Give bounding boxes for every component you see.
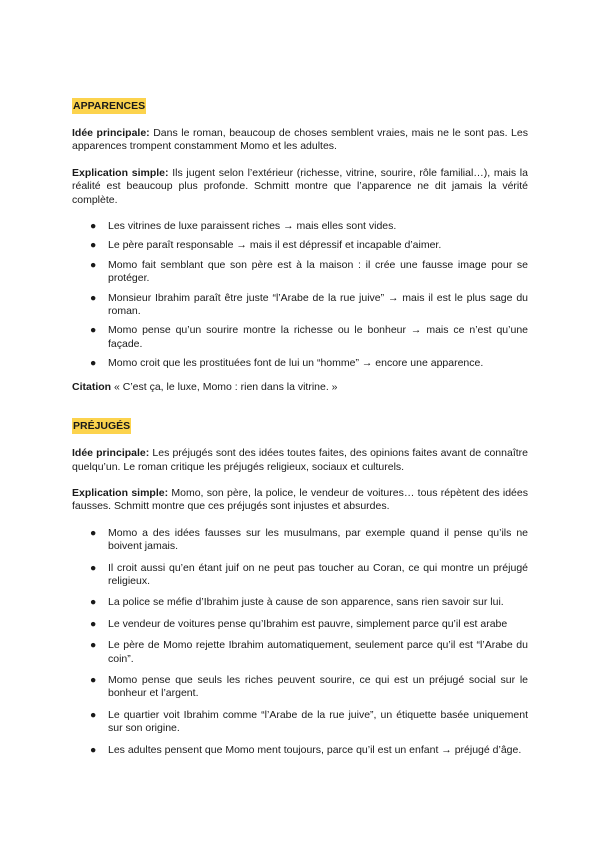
bullet-list — [72, 527, 528, 757]
idea-paragraph — [72, 447, 528, 474]
idea-text: Les préjugés sont des idées toutes faites, des opinions faites avant de connaître quelqu’un. Le roman critique les préjugés religieux, sociaux et culturels. — [72, 447, 528, 473]
list-item: ● Momo pense qu’un sourire montre la richesse ou le bonheur → mais ce n’est qu’une façade. — [90, 324, 528, 350]
bullet-icon: ● — [90, 324, 97, 337]
idea-text: Dans le roman, beaucoup de choses semblent vraies, mais ne le sont pas. Les apparences trompent constamment Momo et les adultes. — [72, 127, 528, 153]
bullet-icon: ● — [90, 617, 97, 630]
bullet-icon: ● — [90, 239, 97, 252]
explication-paragraph — [72, 167, 528, 207]
list-item: ● Momo croit que les prostituées font de lui un “homme” → encore une apparence. — [90, 357, 484, 370]
document-page — [72, 96, 528, 757]
list-item: ● Il croit aussi qu’en étant juif on ne peut pas toucher au Coran, ce qui montre un préjugé religieux. — [90, 561, 528, 587]
list-item: ● Le vendeur de voitures pense qu’Ibrahim est pauvre, simplement parce qu’il est arabe — [90, 617, 508, 630]
idea-label: Idée principale: — [72, 447, 150, 460]
list-item: ● Momo a des idées fausses sur les musulmans, par exemple quand il pense qu’ils ne boivent jamais. — [90, 526, 528, 553]
list-item: ● Monsieur Ibrahim paraît être juste “l’Arabe de la rue juive” → mais il est le plus sage du roman. — [90, 291, 528, 318]
bullet-list — [72, 220, 528, 371]
bullet-icon: ● — [90, 708, 97, 721]
idea-label: Idée principale: — [72, 127, 150, 139]
bullet-icon: ● — [90, 639, 97, 652]
bullet-icon: ● — [90, 673, 97, 686]
bullet-icon: ● — [90, 743, 97, 756]
list-item: ● Momo pense que seuls les riches peuvent sourire, ce qui est un préjugé social sur le bonheur et l’argent. — [90, 673, 528, 700]
section-heading: PRÉJUGÉS — [73, 420, 131, 433]
explication-text: Momo, son père, la police, le vendeur de voitures… tous répètent des idées fausses. Schmitt montre que ces préjugés sont injustes et absurdes. — [72, 486, 528, 513]
explication-text: Ils jugent selon l’extérieur (richesse, vitrine, sourire, rôle familial…), mais la réalité est beaucoup plus profonde. Schmitt montre que l’apparence ne dit jamais la vérité complète. — [72, 166, 528, 206]
idea-paragraph — [72, 127, 528, 154]
list-item: ● Le père de Momo rejette Ibrahim automatiquement, seulement parce qu’il est “l’Arabe du coin”. — [90, 639, 528, 665]
list-item: ● Le quartier voit Ibrahim comme “l’Arabe de la rue juive”, un étiquette basée uniquement sur son origine. — [90, 708, 528, 735]
bullet-icon: ● — [90, 357, 97, 370]
section-heading: APPARENCES — [73, 100, 146, 112]
citation-label: Citation — [72, 380, 112, 393]
citation-text: « C’est ça, le luxe, Momo : rien dans la vitrine. » — [111, 380, 338, 393]
list-item: ● Les adultes pensent que Momo ment toujours, parce qu’il est un enfant → préjugé d’âge. — [90, 743, 522, 756]
explication-paragraph — [72, 487, 528, 514]
section-prejuges — [72, 416, 528, 757]
bullet-icon: ● — [90, 291, 97, 304]
bullet-icon: ● — [90, 526, 97, 539]
section-apparences — [72, 96, 528, 394]
bullet-icon: ● — [90, 561, 97, 574]
bullet-icon: ● — [90, 220, 97, 233]
bullet-icon: ● — [90, 258, 97, 271]
bullet-icon: ● — [90, 596, 97, 609]
list-item: ● Momo fait semblant que son père est à la maison : il crée une fausse image pour se protéger. — [90, 258, 528, 285]
explication-label: Explication simple: — [72, 166, 169, 179]
list-item: ● Le père paraît responsable → mais il est dépressif et incapable d’aimer. — [90, 239, 442, 252]
citation-paragraph — [72, 381, 528, 394]
list-item: ● Les vitrines de luxe paraissent riches → mais elles sont vides. — [90, 220, 397, 233]
list-item: ● La police se méfie d’Ibrahim juste à cause de son apparence, sans rien savoir sur lui. — [90, 596, 504, 609]
explication-label: Explication simple: — [72, 486, 169, 499]
